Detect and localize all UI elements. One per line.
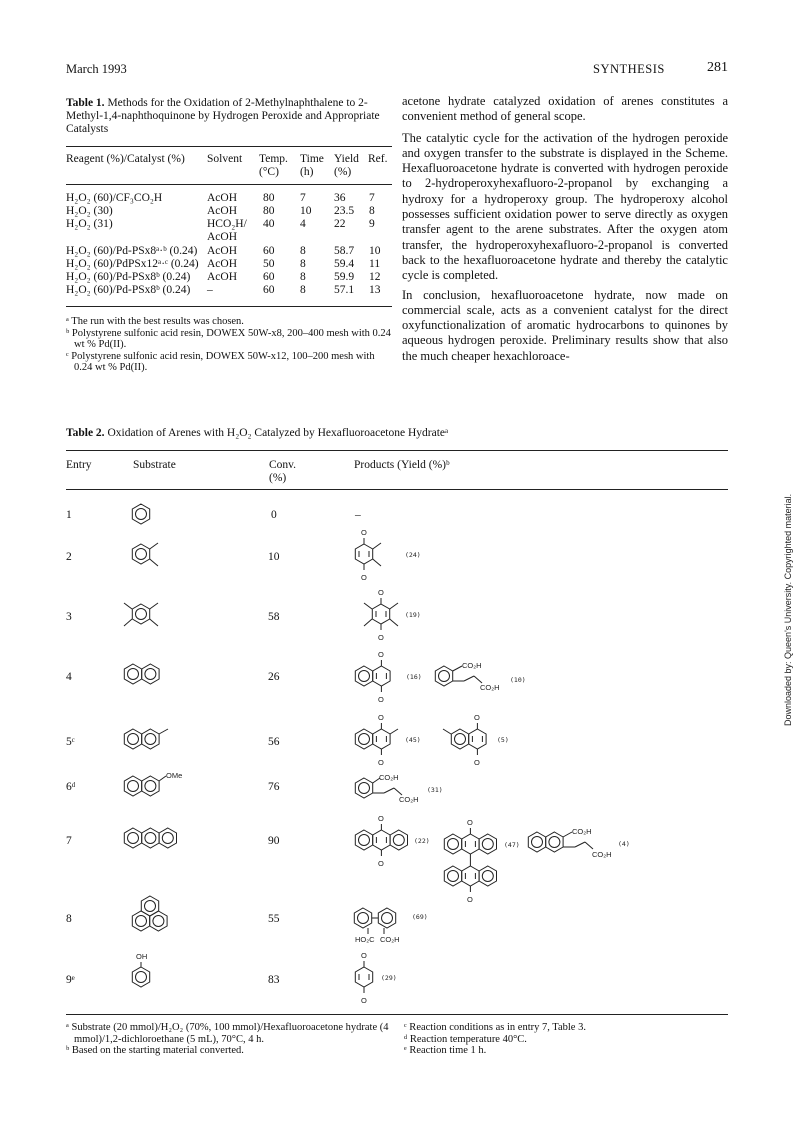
table2-footnotes-left — [66, 1022, 396, 1057]
co2h-label: CO₂H — [480, 683, 500, 692]
conversion-value: 56 — [268, 736, 280, 748]
conversion-value: 26 — [268, 671, 280, 683]
conversion-value: 10 — [268, 551, 280, 563]
header-date: March 1993 — [66, 62, 127, 76]
menadione-structure — [355, 713, 398, 767]
ho2c-label: HO₂C — [355, 935, 375, 944]
table1-title: Methods for the Oxidation of 2-Methylnaphthalene to 2-Methyl-1,4-naphthoquinone by Hydrogen Peroxide and Appropriate Catalysts — [66, 97, 380, 135]
methylnaphthoquinone-isomer-structure — [443, 713, 486, 767]
cell-reagent: H₂O₂ (60)/Pd-PSx8ᵃ·ᵇ (0.24) — [66, 245, 198, 257]
cell-temp: 80 — [263, 192, 275, 204]
oxygen-label: O — [378, 758, 384, 767]
product-yield: (24) — [405, 551, 421, 559]
oxygen-label: O — [467, 895, 473, 904]
conversion-value: 90 — [268, 835, 280, 847]
table2-bottom-rule — [66, 1014, 728, 1015]
table-row — [66, 218, 396, 244]
cell-solvent: HCO₂H/ AcOH — [207, 218, 247, 243]
paragraph: acetone hydrate catalyzed oxidation of arenes constitutes a convenient method of general scope. — [402, 94, 728, 124]
cell-solvent: AcOH — [207, 192, 238, 204]
product-yield: (69) — [412, 913, 428, 921]
tetramethylbenzoquinone-structure — [364, 588, 398, 642]
product-yield: (47) — [504, 841, 520, 849]
cell-ref: 8 — [369, 205, 375, 217]
cell-reagent: H₂O₂ (31) — [66, 218, 113, 230]
conversion-value: 83 — [268, 974, 280, 986]
cell-ref: 7 — [369, 192, 375, 204]
cell-yield: 58.7 — [334, 245, 355, 257]
entry-number: 9ᵉ — [66, 974, 75, 986]
cell-ref: 11 — [369, 258, 381, 270]
cell-reagent: H₂O₂ (60)/PdPSx12ᵃ·ᶜ (0.24) — [66, 258, 199, 270]
naphthyl-acrylic-acid-structure — [528, 827, 611, 859]
cell-yield: 57.1 — [334, 284, 355, 296]
carboxycinnamic-acid-structure — [355, 773, 418, 804]
cell-reagent: H₂O₂ (60)/Pd-PSx8ᵇ (0.24) — [66, 284, 191, 296]
oxygen-label: O — [378, 633, 384, 642]
table2-col-substrate: Substrate — [133, 459, 176, 471]
table-row — [66, 205, 396, 217]
cell-ref: 9 — [369, 218, 375, 230]
naphthalene-structure — [124, 664, 159, 684]
product-yield: (4) — [618, 840, 630, 848]
cell-solvent: – — [207, 284, 213, 296]
cell-reagent: H₂O₂ (60)/Pd-PSx8ᵇ (0.24) — [66, 271, 191, 283]
dimethylbenzoquinone-structure — [355, 528, 381, 582]
cell-time: 7 — [300, 192, 306, 204]
cell-solvent: AcOH — [207, 205, 238, 217]
phenol-structure — [132, 952, 149, 987]
table2-col-conv-unit: (%) — [269, 472, 287, 484]
cell-solvent: AcOH — [207, 258, 238, 270]
table1-col-reagent: Reagent (%)/Catalyst (%) — [66, 153, 185, 165]
header-page-number: 281 — [707, 60, 728, 75]
co2h-label: CO₂H — [462, 661, 482, 670]
conversion-value: 76 — [268, 781, 280, 793]
table1-col-yield: Yield (%) — [334, 153, 359, 178]
product-yield: (10) — [510, 676, 526, 684]
cell-time: 8 — [300, 284, 306, 296]
cell-reagent: H₂O₂ (30) — [66, 205, 113, 217]
table1-header-rule — [66, 184, 392, 185]
table2-footnote-c: ᶜ Reaction conditions as in entry 7, Table 3. — [404, 1022, 586, 1033]
download-watermark-text: Downloaded by: Queen's University. Copyrighted material. — [783, 493, 793, 726]
oxygen-label: O — [378, 814, 384, 823]
entry-number: 2 — [66, 551, 72, 563]
cell-temp: 40 — [263, 218, 275, 230]
entry-number: 1 — [66, 509, 72, 521]
cell-yield: 59.4 — [334, 258, 355, 270]
product-yield: (31) — [427, 786, 443, 794]
cell-ref: 12 — [369, 271, 381, 283]
table2-col-products: Products (Yield (%)ᵇ — [354, 459, 450, 471]
oxygen-label: O — [361, 573, 367, 582]
cell-temp: 60 — [263, 271, 275, 283]
ome-label: OMe — [166, 771, 183, 780]
cell-solvent: AcOH — [207, 245, 238, 257]
entry-number: 8 — [66, 913, 72, 925]
table-row — [66, 271, 396, 283]
cell-temp: 80 — [263, 205, 275, 217]
bianthrone-structure — [444, 818, 496, 904]
table1-footnotes — [66, 316, 392, 374]
table1-col-solvent: Solvent — [207, 153, 243, 165]
table-row — [66, 245, 396, 257]
table-row — [66, 258, 396, 270]
table1-label: Table 1. — [66, 97, 105, 109]
cell-time: 8 — [300, 271, 306, 283]
methoxynaphthalene-structure — [124, 771, 182, 796]
oxygen-label: O — [378, 650, 384, 659]
oxygen-label: O — [361, 996, 367, 1005]
table2-footnote-d: ᵈ Reaction temperature 40°C. — [404, 1033, 527, 1045]
table2-caption — [66, 427, 726, 440]
o-xylene-structure — [132, 543, 158, 566]
oxygen-label: O — [361, 951, 367, 960]
table1-footnote-a: ᵃ The run with the best results was chosen. — [66, 316, 244, 327]
product-yield: (29) — [381, 974, 397, 982]
oxygen-label: O — [378, 859, 384, 868]
anthraquinone-structure — [355, 814, 407, 868]
co2h-label: CO₂H — [572, 827, 592, 836]
table2-footnote-e: ᵉ Reaction time 1 h. — [404, 1045, 487, 1056]
diphenic-acid-structure — [354, 908, 399, 944]
table1-header — [66, 153, 396, 183]
oxygen-label: O — [474, 713, 480, 722]
oxygen-label: O — [474, 758, 480, 767]
entry-number: 3 — [66, 611, 72, 623]
naphthoquinone-structure — [355, 650, 390, 704]
table1-bottom-rule — [66, 306, 392, 307]
cell-time: 10 — [300, 205, 312, 217]
product-yield: (16) — [406, 673, 422, 681]
cell-solvent: AcOH — [207, 271, 238, 283]
cell-temp: 50 — [263, 258, 275, 270]
cell-time: 4 — [300, 218, 306, 230]
entry-number: 5ᶜ — [66, 736, 75, 748]
table2-footnotes-right — [404, 1022, 728, 1057]
table1-col-time: Time (h) — [300, 153, 324, 178]
phenanthrene-structure — [132, 896, 167, 931]
cell-time: 8 — [300, 245, 306, 257]
paragraph: The catalytic cycle for the activation of the hydrogen peroxide and oxygen transfer to the substrate is displayed in the Scheme. Hexafluoroacetone hydrate is converted with hydrogen peroxide to 2-hydroperoxyhexafluoro-2-propanol by exchanging a hydroxy for a hydroperoxy group. The hydroperoxy alcohol possesses sufficient oxidation power to serve directly as oxygen transfer agent to the arene substrates. After the oxygen atom transfer, the hydroperoxyhexafluoro-2-propanol is converted back to the hexafluoroacetone hydrate and thereby the catalytic cycle is completed. — [402, 130, 728, 283]
product-yield: (45) — [405, 736, 421, 744]
oxygen-label: O — [378, 695, 384, 704]
table2-footnote-a: ᵃ Substrate (20 mmol)/H₂O₂ (70%, 100 mmol)/Hexafluoroacetone hydrate (4 mmol)/1,2-dichloroethane (5 mL), 70°C, 4 h. — [66, 1022, 389, 1045]
table1-col-ref: Ref. — [368, 153, 388, 165]
table1-footnote-c: ᶜ Polystyrene sulfonic acid resin, DOWEX 50W-x12, 100–200 mesh with 0.24 wt % Pd(II). — [66, 350, 375, 373]
conversion-value: 0 — [271, 509, 277, 521]
conversion-value: 58 — [268, 611, 280, 623]
table1-top-rule — [66, 146, 392, 147]
cell-temp: 60 — [263, 245, 275, 257]
benzoquinone-structure — [355, 951, 372, 1005]
co2h-label: CO₂H — [379, 773, 399, 782]
table1-body — [66, 192, 396, 302]
co2h-label: CO₂H — [592, 850, 612, 859]
table2-top-rule — [66, 450, 728, 451]
cell-reagent: H₂O₂ (60)/CF₃CO₂H — [66, 192, 163, 204]
co2h-label: CO₂H — [380, 935, 400, 944]
paragraph: In conclusion, hexafluoroacetone hydrate, now made on commercial scale, acts as a convenient catalyst for the direct oxyfunctionalization of aromatic hydrocarbons to quinones by aqueous hydrogen peroxide. Preliminary results show that also the much cheaper hexachloroace- — [402, 287, 728, 363]
oxygen-label: O — [361, 528, 367, 537]
entry-number: 4 — [66, 671, 72, 683]
download-watermark — [783, 426, 793, 726]
table-row — [66, 192, 396, 204]
table2-label: Table 2. — [66, 427, 105, 439]
cell-yield: 36 — [334, 192, 346, 204]
table1-caption — [66, 97, 390, 136]
table2-structures — [0, 490, 780, 1015]
benzene-structure — [132, 504, 149, 524]
cell-ref: 10 — [369, 245, 381, 257]
body-column-right — [402, 94, 728, 364]
cell-yield: 23.5 — [334, 205, 355, 217]
table1-col-temp: Temp. (°C) — [259, 153, 288, 178]
oxygen-label: O — [378, 713, 384, 722]
cell-yield: 22 — [334, 218, 346, 230]
cell-time: 8 — [300, 258, 306, 270]
oh-label: OH — [136, 952, 148, 961]
table1-footnote-b: ᵇ Polystyrene sulfonic acid resin, DOWEX 50W-x8, 200–400 mesh with 0.24 wt % Pd(II). — [66, 327, 391, 350]
durene-structure — [124, 603, 158, 626]
product-yield: (19) — [405, 611, 421, 619]
oxygen-label: O — [467, 818, 473, 827]
table2-title: Oxidation of Arenes with H₂O₂ Catalyzed by Hexafluoroacetone Hydrateᵃ — [107, 427, 449, 439]
table2-col-conv: Conv. — [269, 459, 297, 471]
product-yield: (5) — [497, 736, 509, 744]
cell-yield: 59.9 — [334, 271, 355, 283]
entry-number: 6ᵈ — [66, 781, 76, 793]
table-row — [66, 284, 396, 296]
cell-temp: 60 — [263, 284, 275, 296]
cinnamic-dicarboxylic-acid-structure — [435, 661, 499, 692]
entry-number: 7 — [66, 835, 72, 847]
methylnaphthalene-structure — [124, 729, 168, 749]
no-product-dash: – — [355, 509, 361, 521]
anthracene-structure — [124, 828, 176, 848]
cell-ref: 13 — [369, 284, 381, 296]
header-journal: SYNTHESIS — [593, 62, 665, 76]
oxygen-label: O — [378, 588, 384, 597]
co2h-label: CO₂H — [399, 795, 419, 804]
product-yield: (22) — [414, 837, 430, 845]
table2-col-entry: Entry — [66, 459, 92, 471]
conversion-value: 55 — [268, 913, 280, 925]
table2-footnote-b: ᵇ Based on the starting material converted. — [66, 1045, 244, 1056]
